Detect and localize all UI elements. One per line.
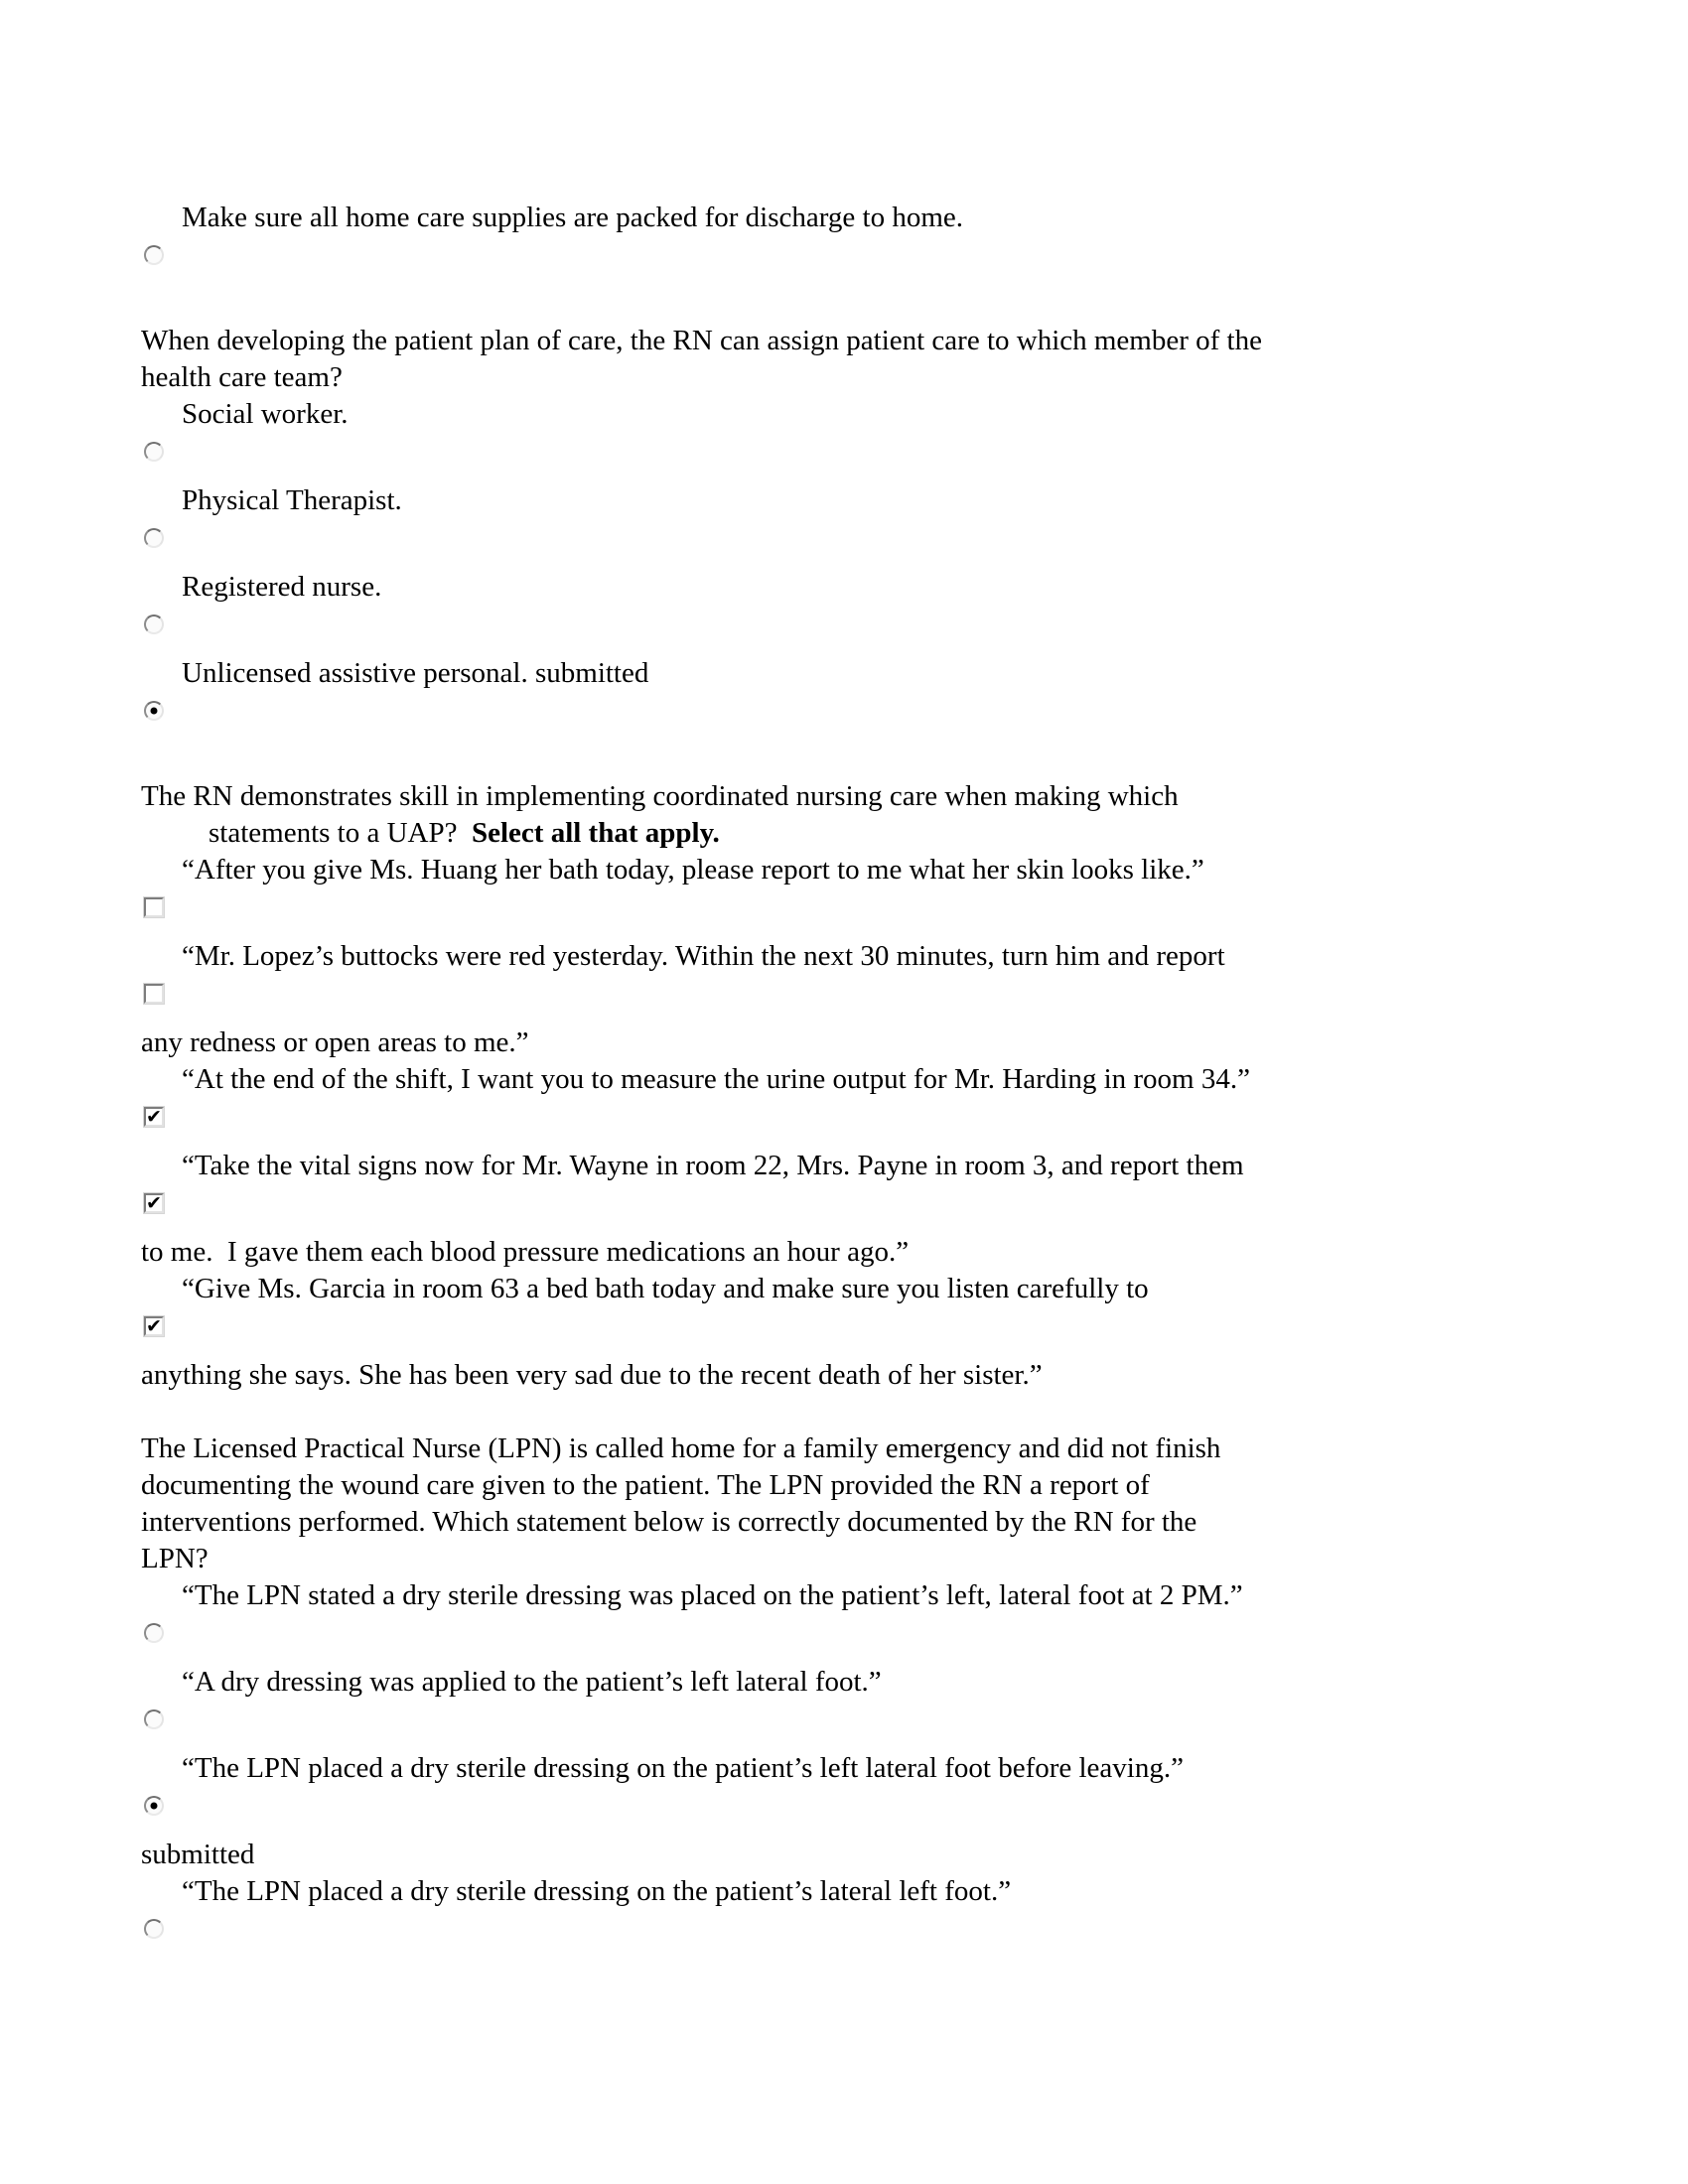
- question-block: [141, 1431, 1628, 1577]
- question-text: LPN?: [141, 1543, 209, 1574]
- answer-option: [141, 1271, 1628, 1344]
- checkbox-checked[interactable]: [144, 1193, 164, 1213]
- radio-button[interactable]: [144, 245, 164, 265]
- answer-option: [141, 569, 1628, 642]
- answer-option: [141, 1148, 1628, 1221]
- option-control-row: [141, 433, 1628, 470]
- option-control-row: [141, 1614, 1628, 1651]
- option-label: Unlicensed assistive personal. submitted: [182, 657, 649, 689]
- option-control-row: [141, 1184, 1628, 1221]
- question-text: documenting the wound care given to the patient. The LPN provided the RN a report of: [141, 1469, 1150, 1501]
- question-block: [141, 323, 1628, 396]
- checkbox[interactable]: [144, 897, 164, 917]
- option-label: “After you give Ms. Huang her bath today, please report to me what her skin looks like.”: [182, 854, 1204, 886]
- answer-option: [141, 1577, 1628, 1651]
- question-text: The Licensed Practical Nurse (LPN) is called home for a family emergency and did not finish: [141, 1433, 1221, 1464]
- question-block: [141, 778, 1628, 852]
- answer-option: [141, 1873, 1628, 1947]
- option-continuation: any redness or open areas to me.”: [141, 1026, 529, 1058]
- answer-option: [141, 482, 1628, 556]
- option-control-row: [141, 1098, 1628, 1135]
- radio-button[interactable]: [144, 528, 164, 548]
- option-label: “Mr. Lopez’s buttocks were red yesterday. Within the next 30 minutes, turn him and report: [182, 940, 1225, 972]
- radio-button[interactable]: [144, 442, 164, 462]
- radio-button-selected[interactable]: [144, 701, 164, 721]
- question-text-segment: statements to a UAP?: [209, 817, 472, 849]
- question-text: When developing the patient plan of care, the RN can assign patient care to which member of the: [141, 325, 1262, 356]
- checkbox[interactable]: [144, 984, 164, 1004]
- radio-button-selected[interactable]: [144, 1796, 164, 1816]
- option-label: “The LPN placed a dry sterile dressing on the patient’s lateral left foot.”: [182, 1875, 1012, 1907]
- blank-line: [141, 286, 1628, 323]
- radio-button[interactable]: [144, 1919, 164, 1939]
- option-label: “Give Ms. Garcia in room 63 a bed bath today and make sure you listen carefully to: [182, 1273, 1149, 1304]
- option-continuation: anything she says. She has been very sad due to the recent death of her sister.”: [141, 1359, 1043, 1391]
- blank-line: [141, 1394, 1628, 1431]
- option-continuation: to me. I gave them each blood pressure medications an hour ago.”: [141, 1236, 910, 1268]
- question-text: [141, 815, 1628, 852]
- option-label: “Take the vital signs now for Mr. Wayne in room 22, Mrs. Payne in room 3, and report them: [182, 1150, 1244, 1181]
- option-control-row: [141, 1787, 1628, 1824]
- answer-option: [141, 655, 1628, 729]
- option-control-row: [141, 1910, 1628, 1947]
- option-label: “A dry dressing was applied to the patient’s left lateral foot.”: [182, 1666, 882, 1698]
- question-text: The RN demonstrates skill in implementing coordinated nursing care when making which: [141, 780, 1179, 812]
- option-label: “The LPN placed a dry sterile dressing on the patient’s left lateral foot before leaving.”: [182, 1752, 1184, 1784]
- answer-option: [141, 852, 1628, 925]
- answer-option: [141, 396, 1628, 470]
- option-control-row: [141, 1307, 1628, 1344]
- option-control-row: [141, 975, 1628, 1012]
- answer-option: [141, 1750, 1628, 1824]
- option-control-row: [141, 692, 1628, 729]
- checkbox-checked[interactable]: [144, 1107, 164, 1127]
- option-control-row: [141, 606, 1628, 642]
- option-control-row: [141, 236, 1628, 273]
- radio-button[interactable]: [144, 614, 164, 634]
- blank-line: [141, 742, 1628, 778]
- option-control-row: [141, 1701, 1628, 1737]
- answer-option: [141, 1061, 1628, 1135]
- option-control-row: [141, 888, 1628, 925]
- answer-option: [141, 938, 1628, 1012]
- option-continuation: submitted: [141, 1839, 255, 1870]
- option-label: “At the end of the shift, I want you to measure the urine output for Mr. Harding in room 34.”: [182, 1063, 1250, 1095]
- radio-button[interactable]: [144, 1709, 164, 1729]
- option-label: Physical Therapist.: [182, 484, 402, 516]
- option-label: “The LPN stated a dry sterile dressing was placed on the patient’s left, lateral foot at 2 PM.”: [182, 1579, 1243, 1611]
- option-label: Social worker.: [182, 398, 349, 430]
- radio-button[interactable]: [144, 1623, 164, 1643]
- question-text: health care team?: [141, 361, 343, 393]
- option-label: Registered nurse.: [182, 571, 382, 603]
- answer-option: [141, 200, 1628, 273]
- question-text: interventions performed. Which statement below is correctly documented by the RN for the: [141, 1506, 1197, 1538]
- checkbox-checked[interactable]: [144, 1316, 164, 1336]
- option-label: Make sure all home care supplies are packed for discharge to home.: [182, 202, 963, 233]
- select-all-instruction: Select all that apply.: [471, 817, 720, 849]
- option-control-row: [141, 519, 1628, 556]
- answer-option: [141, 1664, 1628, 1737]
